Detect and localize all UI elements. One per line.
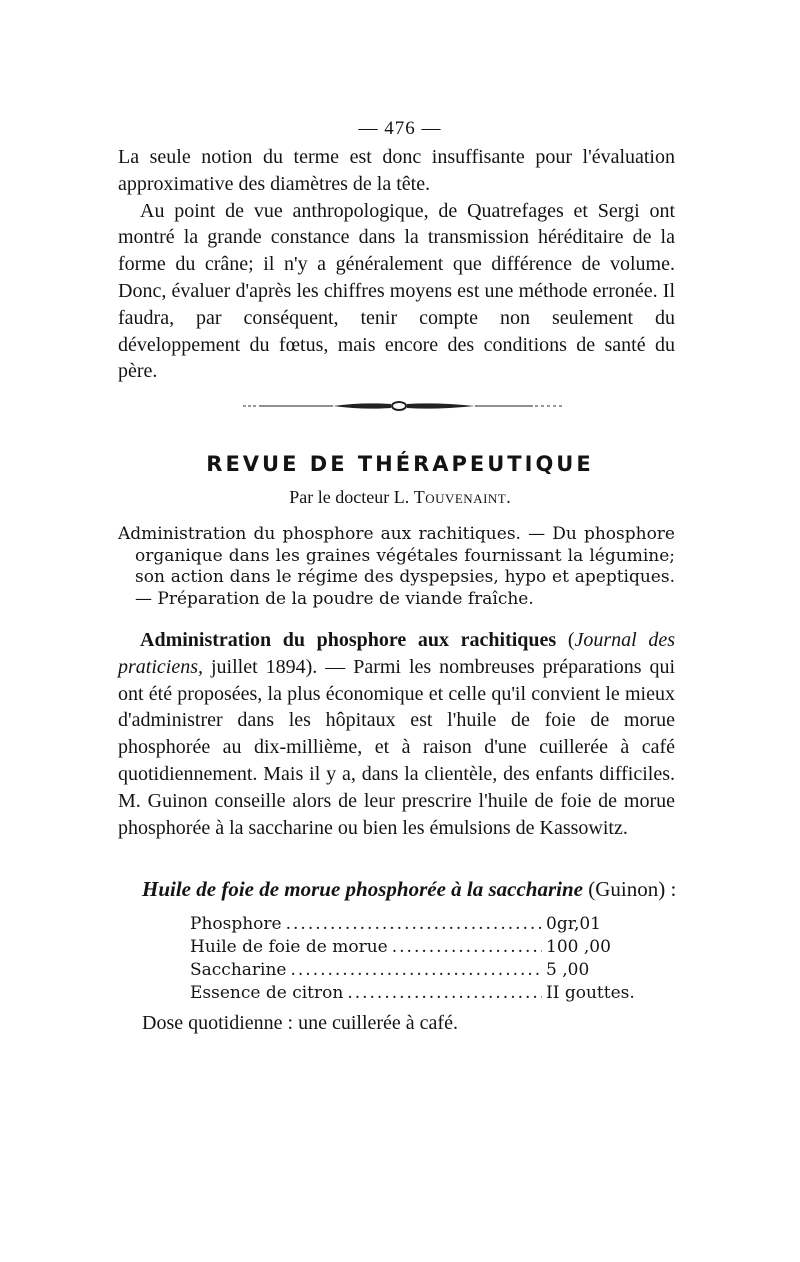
recipe-title: [142, 877, 682, 902]
ingredient-name: Huile de foie de morue: [190, 937, 388, 957]
article-ref-journal: Journal des praticiens,: [118, 629, 675, 678]
ingredient-quantity: 5 ,00: [546, 960, 590, 980]
ingredient-list: [190, 913, 635, 1005]
leader-dots: [290, 959, 542, 982]
recipe-author: (Guinon) :: [582, 877, 677, 901]
ingredient-quantity: 100 ,00: [546, 937, 611, 957]
page-number: — 476 —: [358, 118, 442, 139]
ingredient-name: Saccharine: [190, 960, 287, 980]
ingredient-row: [190, 913, 630, 936]
ingredient-name: Phosphore: [190, 914, 282, 934]
ingredient-quantity: 0gr,01: [546, 914, 601, 934]
article-heading: Administration du phosphore aux rachitiques: [140, 629, 557, 651]
author-suffix: .: [506, 487, 511, 507]
article-text: — Parmi les nombreuses préparations qui ont été proposées, la plus économique et celle qu'il convient le mieux d'administrer dans les hôpitaux est l'huile de foie de morue phosphorée au dix-millième, et à raison d'une cuillerée à café quotidiennement. Mais il y a, dans la clientèle, des enfants difficiles. M. Guinon conseille alors de leur prescrire l'huile de foie de morue phosphorée à la saccharine ou bien les émulsions de Kassowitz.: [118, 655, 675, 839]
article-body: [118, 627, 675, 841]
ingredient-quantity: II gouttes.: [546, 983, 635, 1003]
section-summary: [118, 524, 675, 610]
author-prefix: Par le docteur L.: [289, 487, 410, 507]
leader-dots: [347, 982, 542, 1005]
article-ref-date: juillet 1894).: [203, 655, 318, 678]
ingredient-row: [190, 936, 630, 959]
intro-paragraph: Au point de vue anthropologique, de Quatrefages et Sergi ont montré la grande constance dans la transmission héréditaire de la forme du crâne; il n'y a généralement que différence de volume. Donc, évaluer d'après les chiffres moyens est une méthode erronée. Il faudra, par conséquent, tenir compte non seulement du développement du fœtus, mais encore des conditions de santé du père.: [118, 199, 675, 383]
ingredient-row: [190, 959, 630, 982]
leader-dots: [392, 936, 542, 959]
summary-text: Administration du phosphore aux rachitiques. — Du phosphore organique dans les graines végétales fournissant la légumine; son action dans le régime des dyspepsies, hypo et apeptiques. — Préparation de la poudre de viande fraîche.: [118, 524, 675, 609]
intro-paragraph: La seule notion du terme est donc insuffisante pour l'évaluation approximative des diamètres de la tête.: [118, 146, 675, 195]
ingredient-name: Essence de citron: [190, 983, 344, 1003]
article-ref-open: (: [556, 629, 575, 651]
ingredient-row: [190, 982, 635, 1005]
dose-instruction: Dose quotidienne : une cuillerée à café.: [142, 1012, 458, 1034]
recipe-name: Huile de foie de morue phosphorée à la saccharine: [142, 877, 583, 901]
section-divider-ornament: [243, 398, 565, 414]
section-title: REVUE DE THÉRAPEUTIQUE: [206, 452, 594, 476]
intro-text: [118, 144, 675, 385]
article-paragraph: [118, 627, 675, 841]
section-author: [0, 487, 800, 508]
author-name: Touvenaint: [413, 487, 507, 507]
leader-dots: [286, 913, 542, 936]
